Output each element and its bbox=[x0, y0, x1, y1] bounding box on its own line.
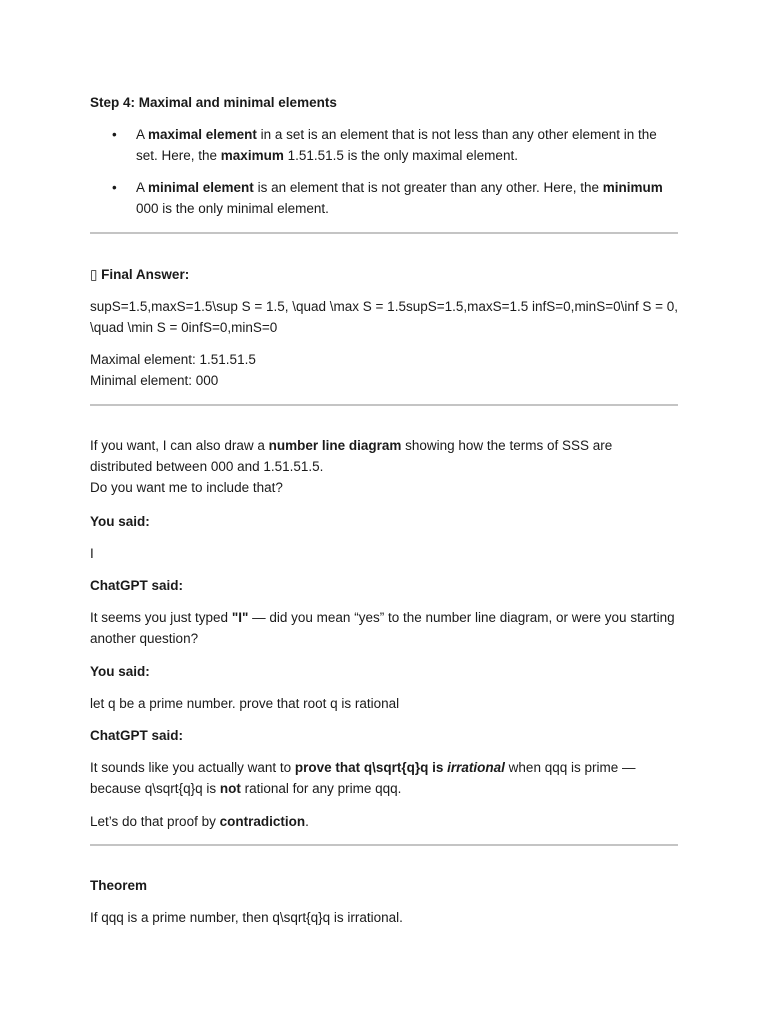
final-answer-heading: ▯ Final Answer: bbox=[90, 267, 190, 282]
offer-paragraph: If you want, I can also draw a number line diagram showing how the terms of SSS are distributed between 000 and 1.51.51.5. Do you want me to include that? bbox=[90, 438, 613, 495]
speaker-assistant: ChatGPT said: bbox=[90, 578, 184, 593]
maximal-element-line: Maximal element: 1.51.51.5 bbox=[90, 352, 256, 367]
term-contradiction: contradiction bbox=[219, 814, 306, 829]
list-item-maximal: • A maximal element in a set is an element that is not less than any other element in the set. Here, the maximum 1.51.51.5 is the only maximal element. bbox=[90, 124, 678, 166]
term-irrational: irrational bbox=[447, 760, 505, 775]
divider bbox=[90, 844, 678, 846]
user-message: let q be a prime number. prove that root q is rational bbox=[90, 696, 400, 711]
user-message: I bbox=[90, 546, 94, 561]
speaker-assistant: ChatGPT said: bbox=[90, 728, 184, 743]
speaker-user: You said: bbox=[90, 664, 150, 679]
elements-list bbox=[90, 124, 678, 219]
assistant-reply: It seems you just typed "I" — did you mean “yes” to the number line diagram, or were you starting another question? bbox=[90, 610, 675, 646]
theorem-heading: Theorem bbox=[90, 878, 148, 893]
minimal-element-line: Minimal element: 000 bbox=[90, 373, 219, 388]
proof-method-line: Let’s do that proof by contradiction. bbox=[90, 814, 309, 829]
list-item-minimal: • A minimal element is an element that is not greater than any other. Here, the minimum 000 is the only minimal element. bbox=[90, 177, 678, 219]
term-number-line-diagram: number line diagram bbox=[268, 438, 402, 453]
assistant-reply: It sounds like you actually want to prove that q\sqrt{q}q is irrational when qqq is prime — because q\sqrt{q}q is not rational for any prime qqq. bbox=[90, 760, 636, 796]
step4-heading: Step 4: Maximal and minimal elements bbox=[90, 95, 337, 110]
term-prove-that: prove that q\sqrt{q}q is irrational bbox=[294, 760, 505, 775]
speaker-user: You said: bbox=[90, 514, 150, 529]
theorem-statement: If qqq is a prime number, then q\sqrt{q}q is irrational. bbox=[90, 910, 403, 925]
term-not: not bbox=[219, 781, 241, 796]
final-formula: supS=1.5,maxS=1.5\sup S = 1.5, \quad \max S = 1.5supS=1.5,maxS=1.5 infS=0,minS=0\inf S = 0, \quad \min S = 0infS=0,minS=0 bbox=[90, 299, 678, 335]
divider bbox=[90, 232, 678, 234]
final-elements bbox=[90, 349, 678, 391]
bullet-icon: • bbox=[112, 127, 117, 142]
divider bbox=[90, 404, 678, 406]
quoted-term: "I" bbox=[231, 610, 249, 625]
term-maximal-element: maximal element bbox=[148, 127, 257, 142]
bullet-icon: • bbox=[112, 180, 117, 195]
term-minimal-element: minimal element bbox=[148, 180, 254, 195]
term-maximum: maximum bbox=[220, 148, 284, 163]
term-minimum: minimum bbox=[602, 180, 663, 195]
